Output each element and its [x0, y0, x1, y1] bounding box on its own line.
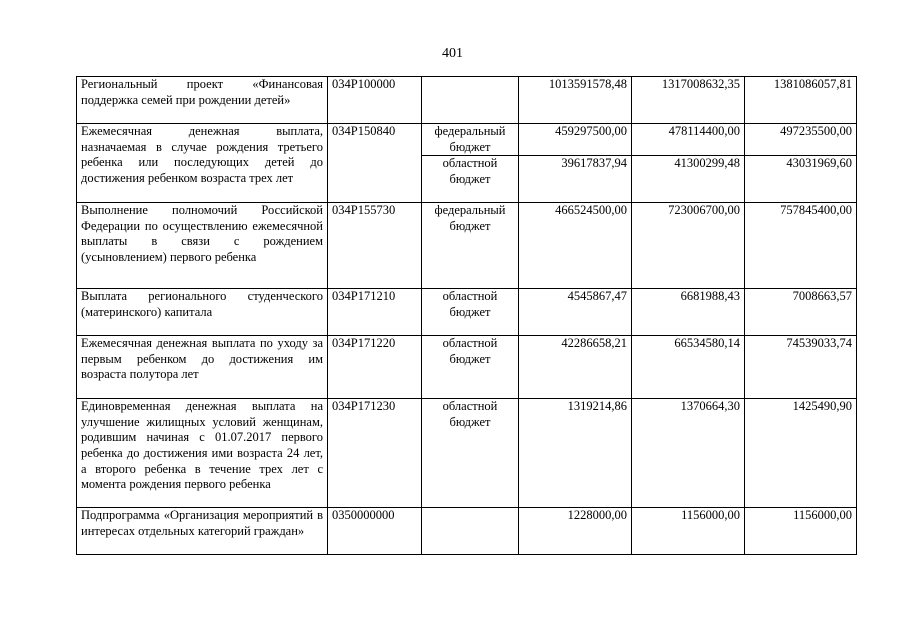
amount-year2-cell: 66534580,14	[632, 336, 745, 399]
item-code-cell: 034P100000	[328, 77, 422, 124]
amount-year2-cell: 478114400,00	[632, 124, 745, 156]
funding-source-cell: федеральный бюджет	[422, 203, 519, 289]
item-code-cell: 034P155730	[328, 203, 422, 289]
table-row	[77, 399, 857, 508]
amount-year1-cell: 1319214,86	[519, 399, 632, 508]
funding-source-cell: федеральный бюджет	[422, 124, 519, 156]
amount-year3-cell: 757845400,00	[745, 203, 857, 289]
amount-year1-cell: 39617837,94	[519, 156, 632, 203]
amount-year1-cell: 459297500,00	[519, 124, 632, 156]
amount-year2-cell: 6681988,43	[632, 289, 745, 336]
amount-year2-cell: 723006700,00	[632, 203, 745, 289]
funding-source-cell	[422, 77, 519, 124]
item-code-cell: 0350000000	[328, 508, 422, 555]
amount-year2-cell: 41300299,48	[632, 156, 745, 203]
amount-year3-cell: 7008663,57	[745, 289, 857, 336]
table-row	[77, 203, 857, 289]
item-name-cell: Региональный проект «Финансовая поддержка семей при рождении детей»	[77, 77, 328, 124]
item-name-cell: Выполнение полномочий Российской Федерации по осуществлению ежемесячной выплаты в связи с рождением (усыновлением) первого ребенка	[77, 203, 328, 289]
budget-table	[76, 76, 857, 555]
amount-year3-cell: 43031969,60	[745, 156, 857, 203]
amount-year1-cell: 1228000,00	[519, 508, 632, 555]
table-body	[77, 77, 857, 555]
page-number: 401	[442, 46, 463, 61]
amount-year3-cell: 1425490,90	[745, 399, 857, 508]
amount-year3-cell: 74539033,74	[745, 336, 857, 399]
item-code-cell: 034P171230	[328, 399, 422, 508]
funding-source-cell: областной бюджет	[422, 156, 519, 203]
table-row	[77, 289, 857, 336]
funding-source-cell: областной бюджет	[422, 336, 519, 399]
amount-year3-cell: 1156000,00	[745, 508, 857, 555]
item-name-cell: Подпрограмма «Организация мероприятий в интересах отдельных категорий граждан»	[77, 508, 328, 555]
table-row	[77, 77, 857, 124]
amount-year3-cell: 1381086057,81	[745, 77, 857, 124]
item-name-cell: Выплата регионального студенческого (материнского) капитала	[77, 289, 328, 336]
table-row	[77, 508, 857, 555]
item-name-cell: Ежемесячная денежная выплата, назначаемая в случае рождения третьего ребенка или последующих детей до достижения ребенком возраста трех лет	[77, 124, 328, 203]
table-row	[77, 124, 857, 156]
item-name-cell: Ежемесячная денежная выплата по уходу за первым ребенком до достижения им возраста полутора лет	[77, 336, 328, 399]
funding-source-cell: областной бюджет	[422, 289, 519, 336]
table-row	[77, 336, 857, 399]
amount-year1-cell: 466524500,00	[519, 203, 632, 289]
item-name-cell: Единовременная денежная выплата на улучшение жилищных условий женщинам, родившим начиная с 01.07.2017 первого ребенка до достижения ими возраста 24 лет, а второго ребенка в течение трех лет с момента рождения первого ребенка	[77, 399, 328, 508]
amount-year3-cell: 497235500,00	[745, 124, 857, 156]
amount-year1-cell: 42286658,21	[519, 336, 632, 399]
amount-year2-cell: 1370664,30	[632, 399, 745, 508]
item-code-cell: 034P150840	[328, 124, 422, 203]
item-code-cell: 034P171220	[328, 336, 422, 399]
funding-source-cell	[422, 508, 519, 555]
amount-year1-cell: 4545867,47	[519, 289, 632, 336]
amount-year1-cell: 1013591578,48	[519, 77, 632, 124]
item-code-cell: 034P171210	[328, 289, 422, 336]
amount-year2-cell: 1156000,00	[632, 508, 745, 555]
funding-source-cell: областной бюджет	[422, 399, 519, 508]
amount-year2-cell: 1317008632,35	[632, 77, 745, 124]
